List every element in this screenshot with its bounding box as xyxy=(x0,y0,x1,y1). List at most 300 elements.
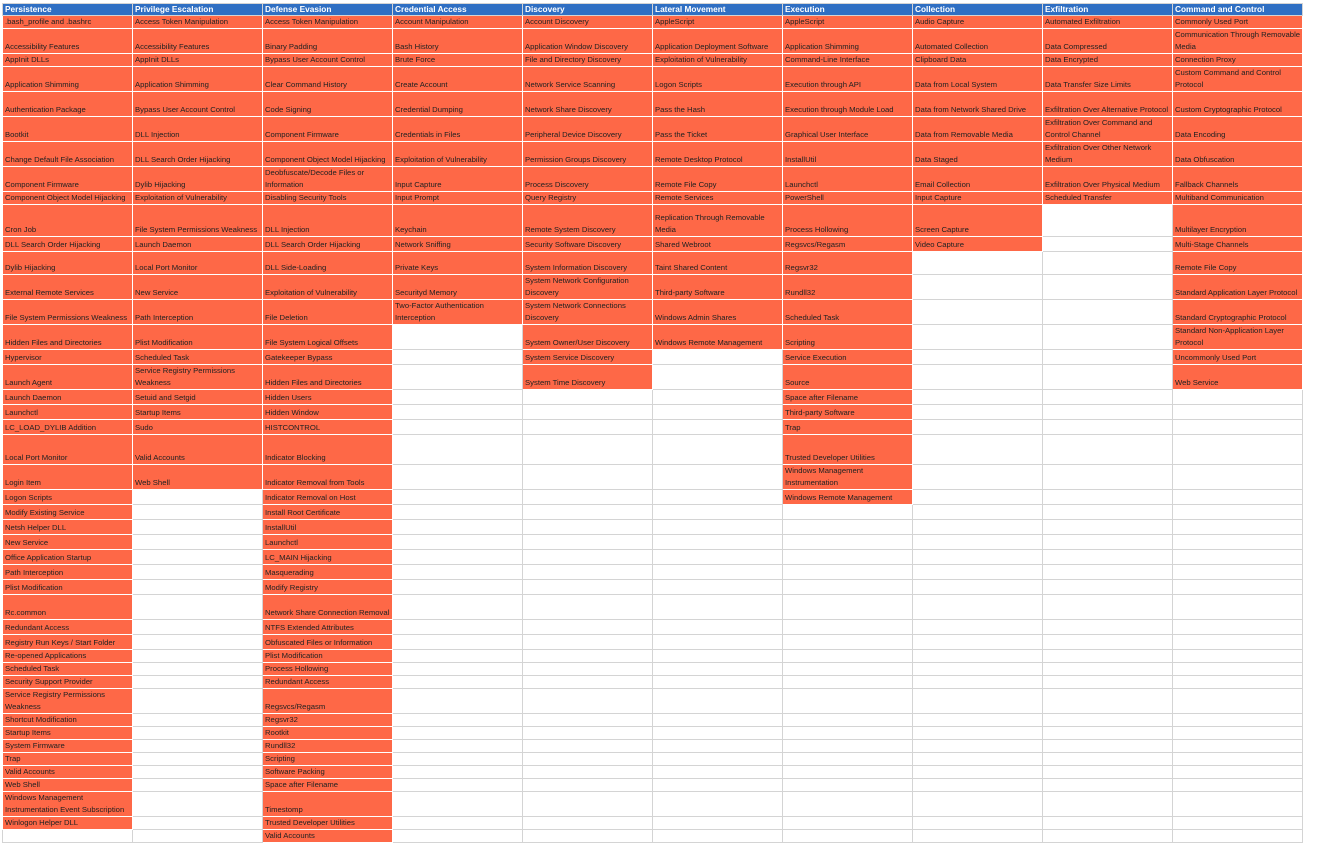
technique-cell[interactable] xyxy=(263,167,393,192)
technique-cell[interactable] xyxy=(3,635,133,650)
technique-cell[interactable] xyxy=(523,365,653,390)
technique-cell[interactable] xyxy=(1173,792,1303,817)
technique-cell[interactable] xyxy=(1043,635,1173,650)
technique-cell[interactable] xyxy=(3,505,133,520)
technique-cell[interactable] xyxy=(783,620,913,635)
technique-cell[interactable] xyxy=(523,505,653,520)
technique-cell[interactable] xyxy=(523,192,653,205)
technique-cell[interactable] xyxy=(3,16,133,29)
technique-cell[interactable] xyxy=(3,535,133,550)
technique-cell[interactable] xyxy=(393,325,523,350)
technique-cell[interactable] xyxy=(263,714,393,727)
technique-cell[interactable] xyxy=(3,252,133,275)
technique-cell[interactable] xyxy=(1173,676,1303,689)
technique-cell[interactable] xyxy=(523,817,653,830)
technique-cell[interactable] xyxy=(133,117,263,142)
technique-cell[interactable] xyxy=(133,550,263,565)
technique-cell[interactable] xyxy=(133,490,263,505)
technique-cell[interactable] xyxy=(133,535,263,550)
technique-cell[interactable] xyxy=(1043,390,1173,405)
technique-cell[interactable] xyxy=(1043,663,1173,676)
header-discovery[interactable]: Discovery xyxy=(523,4,653,16)
technique-cell[interactable] xyxy=(913,325,1043,350)
technique-cell[interactable] xyxy=(1173,405,1303,420)
technique-cell[interactable] xyxy=(523,663,653,676)
technique-cell[interactable] xyxy=(783,29,913,54)
technique-cell[interactable] xyxy=(3,620,133,635)
technique-cell[interactable] xyxy=(913,779,1043,792)
technique-cell[interactable] xyxy=(263,663,393,676)
technique-cell[interactable] xyxy=(263,565,393,580)
technique-cell[interactable] xyxy=(3,766,133,779)
technique-cell[interactable] xyxy=(523,405,653,420)
technique-cell[interactable] xyxy=(1173,167,1303,192)
technique-cell[interactable] xyxy=(263,727,393,740)
technique-cell[interactable] xyxy=(1043,753,1173,766)
technique-cell[interactable] xyxy=(133,275,263,300)
technique-cell[interactable] xyxy=(653,54,783,67)
technique-cell[interactable] xyxy=(653,167,783,192)
technique-cell[interactable] xyxy=(783,390,913,405)
technique-cell[interactable] xyxy=(783,435,913,465)
technique-cell[interactable] xyxy=(1173,390,1303,405)
technique-cell[interactable] xyxy=(1043,365,1173,390)
technique-cell[interactable] xyxy=(133,817,263,830)
technique-cell[interactable] xyxy=(1043,405,1173,420)
technique-cell[interactable] xyxy=(3,54,133,67)
technique-cell[interactable] xyxy=(393,676,523,689)
technique-cell[interactable] xyxy=(1043,580,1173,595)
technique-cell[interactable] xyxy=(393,205,523,237)
technique-cell[interactable] xyxy=(263,350,393,365)
technique-cell[interactable] xyxy=(783,676,913,689)
technique-cell[interactable] xyxy=(393,92,523,117)
technique-cell[interactable] xyxy=(653,740,783,753)
technique-cell[interactable] xyxy=(1173,753,1303,766)
technique-cell[interactable] xyxy=(913,727,1043,740)
technique-cell[interactable] xyxy=(3,365,133,390)
technique-cell[interactable] xyxy=(133,505,263,520)
technique-cell[interactable] xyxy=(1043,350,1173,365)
technique-cell[interactable] xyxy=(653,435,783,465)
technique-cell[interactable] xyxy=(523,350,653,365)
technique-cell[interactable] xyxy=(133,67,263,92)
technique-cell[interactable] xyxy=(263,16,393,29)
technique-cell[interactable] xyxy=(913,550,1043,565)
technique-cell[interactable] xyxy=(133,252,263,275)
technique-cell[interactable] xyxy=(133,595,263,620)
technique-cell[interactable] xyxy=(913,650,1043,663)
technique-cell[interactable] xyxy=(1173,192,1303,205)
technique-cell[interactable] xyxy=(783,520,913,535)
technique-cell[interactable] xyxy=(3,676,133,689)
technique-cell[interactable] xyxy=(263,142,393,167)
technique-cell[interactable] xyxy=(783,689,913,714)
technique-cell[interactable] xyxy=(3,325,133,350)
technique-cell[interactable] xyxy=(1043,142,1173,167)
technique-cell[interactable] xyxy=(1043,205,1173,237)
technique-cell[interactable] xyxy=(393,192,523,205)
technique-cell[interactable] xyxy=(393,595,523,620)
technique-cell[interactable] xyxy=(913,29,1043,54)
technique-cell[interactable] xyxy=(783,365,913,390)
technique-cell[interactable] xyxy=(783,505,913,520)
technique-cell[interactable] xyxy=(263,29,393,54)
technique-cell[interactable] xyxy=(1173,650,1303,663)
technique-cell[interactable] xyxy=(133,92,263,117)
technique-cell[interactable] xyxy=(3,192,133,205)
technique-cell[interactable] xyxy=(523,635,653,650)
technique-cell[interactable] xyxy=(523,830,653,843)
technique-cell[interactable] xyxy=(133,727,263,740)
technique-cell[interactable] xyxy=(393,663,523,676)
technique-cell[interactable] xyxy=(393,830,523,843)
technique-cell[interactable] xyxy=(133,205,263,237)
technique-cell[interactable] xyxy=(913,663,1043,676)
technique-cell[interactable] xyxy=(393,420,523,435)
technique-cell[interactable] xyxy=(393,350,523,365)
technique-cell[interactable] xyxy=(913,520,1043,535)
technique-cell[interactable] xyxy=(3,92,133,117)
technique-cell[interactable] xyxy=(3,490,133,505)
technique-cell[interactable] xyxy=(1043,830,1173,843)
technique-cell[interactable] xyxy=(653,205,783,237)
technique-cell[interactable] xyxy=(3,300,133,325)
technique-cell[interactable] xyxy=(913,635,1043,650)
technique-cell[interactable] xyxy=(523,620,653,635)
technique-cell[interactable] xyxy=(1043,505,1173,520)
technique-cell[interactable] xyxy=(3,117,133,142)
technique-cell[interactable] xyxy=(913,740,1043,753)
header-privilege-escalation[interactable]: Privilege Escalation xyxy=(133,4,263,16)
technique-cell[interactable] xyxy=(263,92,393,117)
technique-cell[interactable] xyxy=(133,420,263,435)
technique-cell[interactable] xyxy=(653,520,783,535)
technique-cell[interactable] xyxy=(263,54,393,67)
technique-cell[interactable] xyxy=(263,192,393,205)
technique-cell[interactable] xyxy=(133,580,263,595)
technique-cell[interactable] xyxy=(3,167,133,192)
technique-cell[interactable] xyxy=(3,520,133,535)
technique-cell[interactable] xyxy=(1043,689,1173,714)
technique-cell[interactable] xyxy=(1043,420,1173,435)
technique-cell[interactable] xyxy=(913,595,1043,620)
technique-cell[interactable] xyxy=(3,142,133,167)
technique-cell[interactable] xyxy=(3,595,133,620)
technique-cell[interactable] xyxy=(783,635,913,650)
technique-cell[interactable] xyxy=(263,237,393,252)
technique-cell[interactable] xyxy=(133,465,263,490)
technique-cell[interactable] xyxy=(653,117,783,142)
technique-cell[interactable] xyxy=(653,830,783,843)
technique-cell[interactable] xyxy=(393,753,523,766)
technique-cell[interactable] xyxy=(263,420,393,435)
technique-cell[interactable] xyxy=(3,435,133,465)
technique-cell[interactable] xyxy=(913,142,1043,167)
technique-cell[interactable] xyxy=(263,365,393,390)
technique-cell[interactable] xyxy=(653,29,783,54)
technique-cell[interactable] xyxy=(393,465,523,490)
technique-cell[interactable] xyxy=(393,505,523,520)
technique-cell[interactable] xyxy=(263,252,393,275)
technique-cell[interactable] xyxy=(523,390,653,405)
technique-cell[interactable] xyxy=(263,792,393,817)
technique-cell[interactable] xyxy=(263,520,393,535)
technique-cell[interactable] xyxy=(3,29,133,54)
technique-cell[interactable] xyxy=(1043,620,1173,635)
technique-cell[interactable] xyxy=(3,465,133,490)
technique-cell[interactable] xyxy=(1043,192,1173,205)
technique-cell[interactable] xyxy=(653,753,783,766)
technique-cell[interactable] xyxy=(783,490,913,505)
technique-cell[interactable] xyxy=(263,435,393,465)
technique-cell[interactable] xyxy=(1043,325,1173,350)
technique-cell[interactable] xyxy=(913,766,1043,779)
technique-cell[interactable] xyxy=(913,830,1043,843)
technique-cell[interactable] xyxy=(393,689,523,714)
technique-cell[interactable] xyxy=(393,520,523,535)
technique-cell[interactable] xyxy=(1043,490,1173,505)
technique-cell[interactable] xyxy=(523,54,653,67)
technique-cell[interactable] xyxy=(1173,490,1303,505)
technique-cell[interactable] xyxy=(653,676,783,689)
technique-cell[interactable] xyxy=(263,325,393,350)
technique-cell[interactable] xyxy=(1173,29,1303,54)
technique-cell[interactable] xyxy=(1173,830,1303,843)
technique-cell[interactable] xyxy=(3,779,133,792)
technique-cell[interactable] xyxy=(1043,117,1173,142)
technique-cell[interactable] xyxy=(133,779,263,792)
technique-cell[interactable] xyxy=(393,252,523,275)
technique-cell[interactable] xyxy=(393,727,523,740)
technique-cell[interactable] xyxy=(913,365,1043,390)
technique-cell[interactable] xyxy=(653,535,783,550)
technique-cell[interactable] xyxy=(523,205,653,237)
technique-cell[interactable] xyxy=(263,67,393,92)
technique-cell[interactable] xyxy=(1043,67,1173,92)
technique-cell[interactable] xyxy=(3,550,133,565)
technique-cell[interactable] xyxy=(1043,435,1173,465)
technique-cell[interactable] xyxy=(783,92,913,117)
technique-cell[interactable] xyxy=(133,365,263,390)
technique-cell[interactable] xyxy=(653,727,783,740)
technique-cell[interactable] xyxy=(913,714,1043,727)
technique-cell[interactable] xyxy=(913,565,1043,580)
technique-cell[interactable] xyxy=(783,663,913,676)
technique-cell[interactable] xyxy=(263,595,393,620)
technique-cell[interactable] xyxy=(1043,565,1173,580)
technique-cell[interactable] xyxy=(263,465,393,490)
technique-cell[interactable] xyxy=(913,350,1043,365)
technique-cell[interactable] xyxy=(1043,676,1173,689)
technique-cell[interactable] xyxy=(653,420,783,435)
technique-cell[interactable] xyxy=(3,237,133,252)
technique-cell[interactable] xyxy=(393,237,523,252)
technique-cell[interactable] xyxy=(1043,54,1173,67)
technique-cell[interactable] xyxy=(1173,779,1303,792)
header-collection[interactable]: Collection xyxy=(913,4,1043,16)
technique-cell[interactable] xyxy=(133,54,263,67)
technique-cell[interactable] xyxy=(523,16,653,29)
technique-cell[interactable] xyxy=(1173,689,1303,714)
technique-cell[interactable] xyxy=(783,54,913,67)
technique-cell[interactable] xyxy=(393,620,523,635)
technique-cell[interactable] xyxy=(913,167,1043,192)
technique-cell[interactable] xyxy=(263,620,393,635)
header-persistence[interactable]: Persistence xyxy=(3,4,133,16)
technique-cell[interactable] xyxy=(523,237,653,252)
technique-cell[interactable] xyxy=(1043,766,1173,779)
technique-cell[interactable] xyxy=(783,117,913,142)
technique-cell[interactable] xyxy=(783,817,913,830)
technique-cell[interactable] xyxy=(393,16,523,29)
technique-cell[interactable] xyxy=(3,792,133,817)
technique-cell[interactable] xyxy=(3,580,133,595)
technique-cell[interactable] xyxy=(523,252,653,275)
technique-cell[interactable] xyxy=(3,753,133,766)
technique-cell[interactable] xyxy=(1043,650,1173,663)
technique-cell[interactable] xyxy=(783,16,913,29)
technique-cell[interactable] xyxy=(263,390,393,405)
technique-cell[interactable] xyxy=(133,714,263,727)
technique-cell[interactable] xyxy=(393,54,523,67)
technique-cell[interactable] xyxy=(1173,142,1303,167)
technique-cell[interactable] xyxy=(783,766,913,779)
technique-cell[interactable] xyxy=(783,275,913,300)
technique-cell[interactable] xyxy=(653,67,783,92)
technique-cell[interactable] xyxy=(1043,465,1173,490)
technique-cell[interactable] xyxy=(393,435,523,465)
technique-cell[interactable] xyxy=(913,465,1043,490)
technique-cell[interactable] xyxy=(783,550,913,565)
technique-cell[interactable] xyxy=(653,792,783,817)
technique-cell[interactable] xyxy=(393,365,523,390)
technique-cell[interactable] xyxy=(653,237,783,252)
technique-cell[interactable] xyxy=(913,54,1043,67)
technique-cell[interactable] xyxy=(393,779,523,792)
technique-cell[interactable] xyxy=(1043,237,1173,252)
header-execution[interactable]: Execution xyxy=(783,4,913,16)
technique-cell[interactable] xyxy=(913,420,1043,435)
technique-cell[interactable] xyxy=(133,435,263,465)
header-command-and-control[interactable]: Command and Control xyxy=(1173,4,1303,16)
technique-cell[interactable] xyxy=(523,550,653,565)
technique-cell[interactable] xyxy=(523,167,653,192)
technique-cell[interactable] xyxy=(263,635,393,650)
technique-cell[interactable] xyxy=(393,580,523,595)
technique-cell[interactable] xyxy=(393,300,523,325)
technique-cell[interactable] xyxy=(263,117,393,142)
technique-cell[interactable] xyxy=(523,142,653,167)
technique-cell[interactable] xyxy=(133,753,263,766)
technique-cell[interactable] xyxy=(1173,252,1303,275)
technique-cell[interactable] xyxy=(133,300,263,325)
technique-cell[interactable] xyxy=(263,405,393,420)
technique-cell[interactable] xyxy=(523,650,653,663)
technique-cell[interactable] xyxy=(1043,550,1173,565)
technique-cell[interactable] xyxy=(1173,420,1303,435)
technique-cell[interactable] xyxy=(913,580,1043,595)
technique-cell[interactable] xyxy=(523,792,653,817)
technique-cell[interactable] xyxy=(393,67,523,92)
technique-cell[interactable] xyxy=(523,300,653,325)
technique-cell[interactable] xyxy=(3,727,133,740)
technique-cell[interactable] xyxy=(3,817,133,830)
technique-cell[interactable] xyxy=(133,620,263,635)
technique-cell[interactable] xyxy=(1043,300,1173,325)
technique-cell[interactable] xyxy=(3,830,133,843)
technique-cell[interactable] xyxy=(523,753,653,766)
technique-cell[interactable] xyxy=(653,595,783,620)
technique-cell[interactable] xyxy=(523,325,653,350)
technique-cell[interactable] xyxy=(263,505,393,520)
technique-cell[interactable] xyxy=(653,300,783,325)
technique-cell[interactable] xyxy=(653,689,783,714)
technique-cell[interactable] xyxy=(1173,237,1303,252)
technique-cell[interactable] xyxy=(393,766,523,779)
technique-cell[interactable] xyxy=(1173,714,1303,727)
technique-cell[interactable] xyxy=(783,792,913,817)
technique-cell[interactable] xyxy=(653,92,783,117)
technique-cell[interactable] xyxy=(393,405,523,420)
technique-cell[interactable] xyxy=(523,689,653,714)
technique-cell[interactable] xyxy=(1173,817,1303,830)
technique-cell[interactable] xyxy=(1173,117,1303,142)
technique-cell[interactable] xyxy=(783,753,913,766)
technique-cell[interactable] xyxy=(1173,300,1303,325)
technique-cell[interactable] xyxy=(913,753,1043,766)
technique-cell[interactable] xyxy=(653,663,783,676)
technique-cell[interactable] xyxy=(3,67,133,92)
technique-cell[interactable] xyxy=(1043,595,1173,620)
technique-cell[interactable] xyxy=(913,275,1043,300)
technique-cell[interactable] xyxy=(783,67,913,92)
technique-cell[interactable] xyxy=(1043,16,1173,29)
technique-cell[interactable] xyxy=(653,817,783,830)
technique-cell[interactable] xyxy=(393,142,523,167)
technique-cell[interactable] xyxy=(783,205,913,237)
technique-cell[interactable] xyxy=(3,740,133,753)
technique-cell[interactable] xyxy=(263,689,393,714)
technique-cell[interactable] xyxy=(653,779,783,792)
technique-cell[interactable] xyxy=(783,727,913,740)
technique-cell[interactable] xyxy=(263,817,393,830)
technique-cell[interactable] xyxy=(263,650,393,663)
technique-cell[interactable] xyxy=(1173,67,1303,92)
technique-cell[interactable] xyxy=(913,505,1043,520)
technique-cell[interactable] xyxy=(1173,520,1303,535)
technique-cell[interactable] xyxy=(1043,535,1173,550)
technique-cell[interactable] xyxy=(653,275,783,300)
technique-cell[interactable] xyxy=(523,435,653,465)
technique-cell[interactable] xyxy=(393,167,523,192)
technique-cell[interactable] xyxy=(1173,465,1303,490)
technique-cell[interactable] xyxy=(1173,663,1303,676)
technique-cell[interactable] xyxy=(913,92,1043,117)
technique-cell[interactable] xyxy=(1173,54,1303,67)
technique-cell[interactable] xyxy=(133,350,263,365)
technique-cell[interactable] xyxy=(783,420,913,435)
technique-cell[interactable] xyxy=(1043,817,1173,830)
technique-cell[interactable] xyxy=(133,325,263,350)
technique-cell[interactable] xyxy=(913,689,1043,714)
technique-cell[interactable] xyxy=(1173,350,1303,365)
technique-cell[interactable] xyxy=(393,275,523,300)
technique-cell[interactable] xyxy=(133,635,263,650)
technique-cell[interactable] xyxy=(1173,365,1303,390)
technique-cell[interactable] xyxy=(783,535,913,550)
technique-cell[interactable] xyxy=(393,550,523,565)
